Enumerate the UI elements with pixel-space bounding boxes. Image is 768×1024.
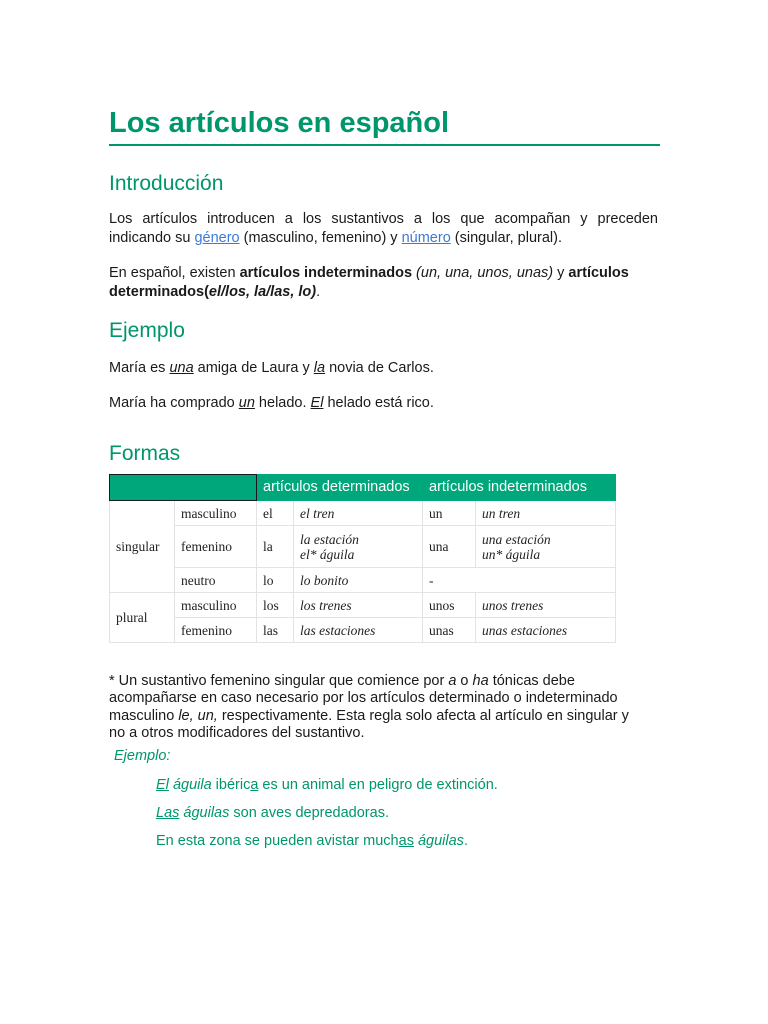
indet-cell: un (423, 501, 476, 526)
indet-example-cell: unos trenes (476, 593, 616, 618)
example-sentence-1 (109, 359, 658, 378)
indet-cell: unas (423, 618, 476, 643)
text-run: artículos determinados( (109, 265, 629, 300)
text-run: helado. (254, 395, 311, 411)
indet-cell: - (423, 568, 616, 593)
text-run: respectivamente. Esta regla solo afecta al artículo en singular y no a otros modificadores del sustantivo. (109, 707, 629, 741)
text-run: En español, existen (109, 265, 240, 281)
table-row (110, 501, 616, 526)
italic-run: el/los, la/las, lo) (208, 284, 317, 300)
intro-paragraph-1 (109, 210, 658, 248)
text-run: son aves depredadoras. (229, 805, 389, 821)
header-indeterminados: artículos indeterminados (423, 475, 616, 501)
text-run: En esta zona se pueden avistar much (156, 833, 399, 849)
det-cell: lo (257, 568, 294, 593)
text-run: . (316, 284, 321, 300)
text-run: Los artículos introducen a los sustantivos a los que acompañan y preceden indicando su (109, 211, 658, 246)
number-cell-plural: plural (110, 593, 175, 643)
text-run: amiga de Laura y (193, 360, 314, 376)
indet-example-cell: unas estaciones (476, 618, 616, 643)
table-row (110, 618, 616, 643)
text-run: María ha comprado (109, 395, 239, 411)
det-cell: los (257, 593, 294, 618)
italic-run: le, un, (178, 707, 218, 724)
cell-line: un* águila (482, 546, 541, 562)
table-row (110, 526, 616, 568)
formas-heading: Formas (109, 442, 181, 465)
genero-link[interactable]: género (194, 230, 240, 246)
text-run: María es (109, 360, 170, 376)
underlined-article: una (169, 360, 194, 376)
ejemplo-heading: Ejemplo (109, 319, 185, 342)
numero-link[interactable]: número (401, 230, 451, 246)
text-run: o (456, 672, 473, 689)
underlined-article: El (310, 395, 324, 411)
indet-cell: una (423, 526, 476, 568)
gender-cell: femenino (175, 618, 257, 643)
det-example-cell: lo bonito (294, 568, 423, 593)
green-example-2 (156, 804, 389, 823)
example-sentence-2 (109, 394, 658, 413)
det-example-cell: el tren (294, 501, 423, 526)
gender-cell: femenino (175, 526, 257, 568)
number-cell-singular: singular (110, 501, 175, 593)
cell-line: el* águila (300, 546, 355, 562)
gender-cell: neutro (175, 568, 257, 593)
footnote (109, 673, 629, 743)
underlined-ending: as (398, 833, 414, 849)
example-block-label: Ejemplo: (114, 748, 171, 764)
det-cell: las (257, 618, 294, 643)
indet-example-cell: un tren (476, 501, 616, 526)
green-example-3 (156, 832, 468, 851)
det-cell: la (257, 526, 294, 568)
header-determinados: artículos determinados (257, 475, 423, 501)
underlined-article: la (313, 360, 326, 376)
italic-run: (un, una, unos, unas) (412, 265, 554, 281)
table-row (110, 568, 616, 593)
text-run: . (463, 833, 468, 849)
intro-paragraph-2 (109, 264, 658, 302)
cell-line: la estación (300, 531, 359, 547)
text-run: ibéric (211, 777, 251, 793)
italic-run: águilas (183, 805, 230, 821)
page-title: Los artículos en español (109, 104, 660, 146)
table-row (110, 593, 616, 618)
underlined-article: El (156, 777, 169, 793)
indet-cell: unos (423, 593, 476, 618)
italic-run: águila (172, 777, 212, 793)
bold-run: artículos indeterminados (239, 265, 413, 281)
text-run: (masculino, femenino) y (239, 230, 402, 246)
gender-cell: masculino (175, 501, 257, 526)
underlined-article: Las (156, 805, 180, 821)
cell-line: una estación (482, 531, 551, 547)
italic-run: a (448, 672, 457, 689)
det-cell: el (257, 501, 294, 526)
articles-table (109, 474, 616, 643)
text-run: tónicas debe acompañarse en caso necesario por los artículos determinado o indeterminado masculino (109, 672, 618, 724)
underlined-ending: a (250, 777, 259, 793)
det-example-cell: las estaciones (294, 618, 423, 643)
gender-cell: masculino (175, 593, 257, 618)
text-run: * Un sustantivo femenino singular que comience por (109, 672, 449, 689)
text-run: es un animal en peligro de extinción. (258, 777, 498, 793)
text-run: novia de Carlos. (325, 360, 434, 376)
underlined-article: un (238, 395, 255, 411)
indet-example-cell (476, 526, 616, 568)
det-example-cell (294, 526, 423, 568)
text-run: y (553, 265, 569, 281)
text-run: (singular, plural). (450, 230, 562, 246)
text-run: helado está rico. (323, 395, 434, 411)
italic-run: águilas (417, 833, 464, 849)
table-corner-cell (110, 475, 257, 501)
green-example-1 (156, 776, 498, 795)
det-example-cell: los trenes (294, 593, 423, 618)
italic-run: ha (472, 672, 489, 689)
intro-heading: Introducción (109, 172, 224, 195)
